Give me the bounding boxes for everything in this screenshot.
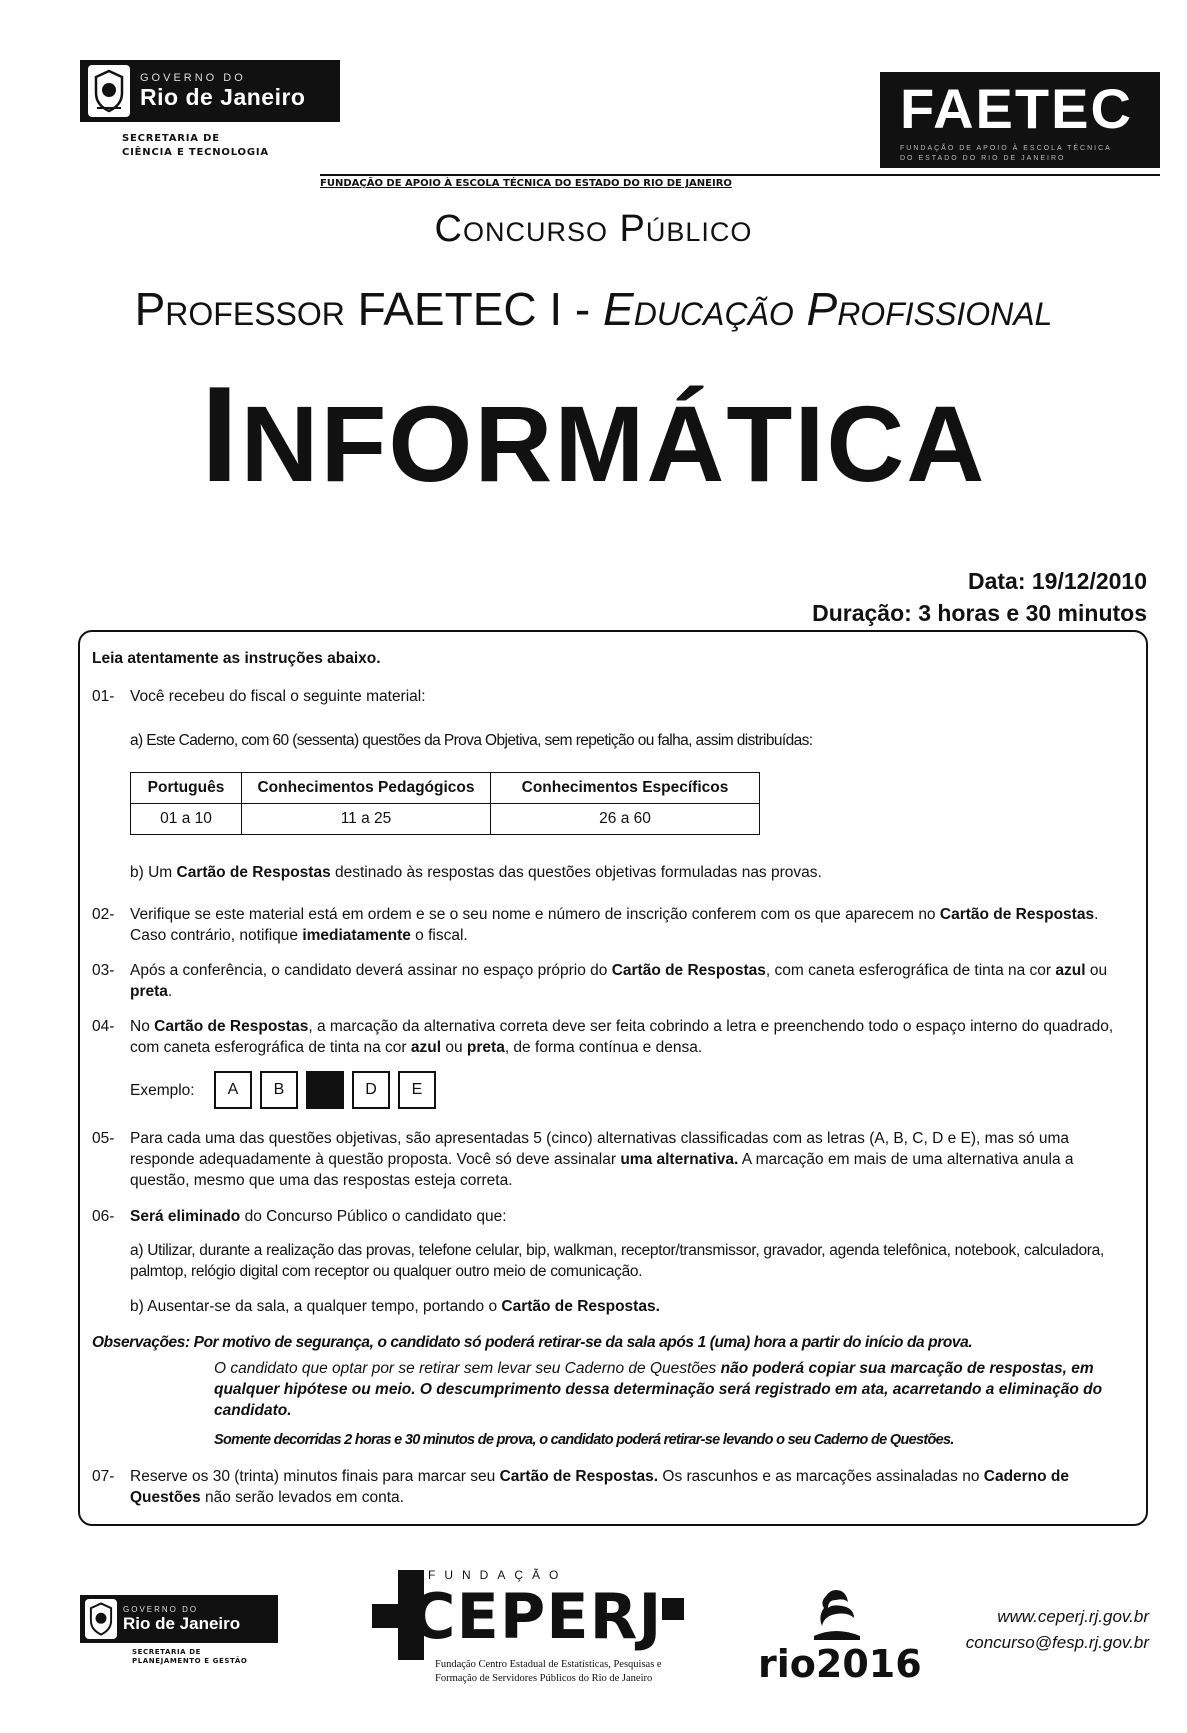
text-part: Cartão de Respostas (939, 906, 1095, 923)
text-part: azul (1055, 962, 1086, 979)
ceperj-square (662, 1598, 684, 1620)
rio2016-emblem-icon (806, 1586, 866, 1642)
subject-title-rest: NFORMÁTICA (240, 383, 987, 504)
professor-title-b: Educação Profissional (603, 283, 1053, 335)
text-part: Reserve os 30 (trinta) minutos finais para marcar seu (130, 1468, 500, 1485)
ceperj-sub-line1: Fundação Centro Estadual de Estatísticas, Pesquisas e (435, 1659, 662, 1670)
professor-title (0, 282, 1187, 336)
faetec-logo (880, 72, 1160, 168)
instruction-text (130, 904, 1137, 946)
email-link[interactable]: concurso@fesp.rj.gov.br (965, 1633, 1149, 1652)
gov-small-text: GOVERNO DO (140, 71, 246, 84)
text-part: b) Um (130, 864, 177, 881)
secretaria-line2: CIÊNCIA E TECNOLOGIA (122, 147, 269, 158)
fundacao-line: FUNDAÇÃO DE APOIO À ESCOLA TÉCNICA DO ESTADO DO RIO DE JANEIRO (320, 178, 732, 189)
instruction-number: 02- (92, 906, 115, 923)
text-part: ou (1085, 962, 1108, 979)
instruction-number: 07- (92, 1468, 115, 1485)
table-header-cell: Português (131, 773, 242, 804)
example-option-filled (306, 1071, 344, 1109)
text-part: , de forma contínua e densa. (504, 1039, 703, 1056)
text-part: imediatamente (302, 927, 411, 944)
ceperj-subtitle (435, 1658, 662, 1686)
instruction-number: 01- (92, 688, 115, 705)
text-part: A marcação em mais de uma alternativa anula a questão, mesmo que uma das respostas esteja correta. (130, 1151, 1074, 1189)
example-option-d: D (352, 1071, 390, 1109)
instruction-number: 03- (92, 962, 115, 979)
text-part: Cartão de Respostas (154, 1018, 309, 1035)
example-option-b: B (260, 1071, 298, 1109)
instruction-text (130, 1016, 1137, 1058)
instruction-06 (92, 1206, 1137, 1227)
text-part: Cartão de Respostas. (501, 1298, 660, 1315)
observacoes-line1: Observações: Por motivo de segurança, o candidato só poderá retirar-se da sala após 1 (uma) hora a partir do início da prova. (92, 1334, 973, 1351)
text-part: Após a conferência, o candidato deverá assinar no espaço próprio do (130, 962, 612, 979)
table-cell: 11 a 25 (242, 804, 491, 835)
footer-secretaria-line1: SECRETARIA DE (132, 1648, 202, 1656)
instruction-01b (130, 862, 1130, 883)
rio2016-text: rio2016 (758, 1642, 922, 1686)
instruction-text: Você recebeu do fiscal o seguinte material: (130, 688, 426, 705)
text-part: uma alternativa. (620, 1151, 739, 1168)
instruction-01a: a) Este Caderno, com 60 (sessenta) questões da Prova Objetiva, sem repetição ou falha, assim distribuídas: (130, 732, 813, 749)
secretaria-line1: SECRETARIA DE (122, 133, 220, 144)
ceperj-sub-line2: Formação de Servidores Públicos do Rio de Janeiro (435, 1673, 653, 1684)
instruction-text (130, 960, 1137, 1002)
text-part: o fiscal. (410, 927, 468, 944)
concurso-title: Concurso Público (434, 208, 753, 250)
ceperj-cross-horizontal (372, 1604, 408, 1628)
exam-date: Data: 19/12/2010 (967, 568, 1147, 594)
text-part: preta (130, 983, 168, 1000)
text-part: ou (441, 1039, 467, 1056)
faetec-sub-line2: DO ESTADO DO RIO DE JANEIRO (900, 155, 1066, 162)
table-header-cell: Conhecimentos Pedagógicos (242, 773, 491, 804)
instruction-02 (92, 904, 1137, 946)
text-part: do Concurso Público o candidato que: (240, 1208, 507, 1225)
instruction-04 (92, 1016, 1137, 1058)
footer-gov-small-text: GOVERNO DO (123, 1604, 199, 1614)
table-header-cell: Conhecimentos Específicos (491, 773, 760, 804)
text-part: No (130, 1018, 155, 1035)
instruction-number: 06- (92, 1208, 115, 1225)
instruction-06a: a) Utilizar, durante a realização das provas, telefone celular, bip, walkman, receptor/transmissor, gravador, agenda telefônica, notebook, calculadora, palmtop, relógio digital com receptor ou qualquer outro meio de comunicação. (130, 1242, 1104, 1280)
website-link[interactable]: www.ceperj.rj.gov.br (997, 1607, 1149, 1626)
table-cell: 26 a 60 (491, 804, 760, 835)
instruction-03 (92, 960, 1137, 1002)
coat-of-arms-icon (85, 1599, 117, 1639)
text-part: , com caneta esferográfica de tinta na cor (765, 962, 1056, 979)
exemplo-label: Exemplo: (130, 1082, 195, 1099)
coat-of-arms-icon (88, 65, 130, 117)
table-cell: 01 a 10 (131, 804, 242, 835)
subject-title (0, 356, 1187, 512)
question-distribution-table (130, 772, 760, 835)
text-part: Cartão de Respostas. (499, 1468, 659, 1485)
table-header-row (131, 773, 760, 804)
observacoes-line3: Somente decorridas 2 horas e 30 minutos de prova, o candidato poderá retirar-se levando o seu Caderno de Questões. (214, 1432, 954, 1448)
text-part: Para cada uma das questões objetivas, são apresentadas 5 (cinco) alternativas classificadas com as letras (A, B, C, D e E), mas só uma responde adequadamente à questão proposta. Você só deve assinalar (130, 1130, 1070, 1168)
text-part: . (167, 983, 173, 1000)
text-part: não poderá copiar sua marcação de respostas, em qualquer hipótese ou meio. O descumprimento dessa determinação será registrado em ata, acarretando a eliminação do candidato. (214, 1360, 1103, 1419)
text-part: destinado às respostas das questões objetivas formuladas nas provas. (330, 864, 822, 881)
instruction-07 (92, 1466, 1137, 1508)
instruction-text (130, 1128, 1137, 1191)
text-part: Verifique se este material está em ordem e se o seu nome e número de inscrição conferem com os que aparecem no (130, 906, 940, 923)
instruction-text (130, 1466, 1137, 1508)
instruction-number: 05- (92, 1130, 115, 1147)
table-row (131, 804, 760, 835)
text-part: , a marcação da alternativa correta deve ser feita cobrindo a letra e preenchendo todo o espaço interno do quadrado, com caneta esferográfica de tinta na cor (130, 1018, 1114, 1056)
text-part: O candidato que optar por se retirar sem levar seu Caderno de Questões (214, 1360, 721, 1377)
instruction-06b (130, 1296, 1130, 1317)
text-part: Será eliminado (130, 1208, 241, 1225)
text-part: preta (466, 1039, 505, 1056)
observacoes-line2 (214, 1358, 1136, 1421)
text-part: Caderno de Questões (130, 1468, 1070, 1506)
header-divider (320, 174, 1160, 176)
ceperj-name: CEPERJ (410, 1580, 663, 1653)
faetec-title: FAETEC (900, 77, 1133, 140)
exam-duration: Duração: 3 horas e 30 minutos (812, 600, 1147, 626)
example-option-a: A (214, 1071, 252, 1109)
professor-title-a: Professor FAETEC I - (134, 283, 604, 335)
faetec-subtitle (900, 144, 1112, 164)
instruction-01 (92, 686, 1132, 707)
text-part: azul (410, 1039, 442, 1056)
gov-rj-logo (80, 60, 340, 122)
instruction-number: 04- (92, 1018, 115, 1035)
footer-secretaria-text (132, 1648, 247, 1666)
text-part: b) Ausentar-se da sala, a qualquer tempo, portando o (130, 1298, 502, 1315)
instructions-heading: Leia atentamente as instruções abaixo. (92, 650, 381, 667)
gov-state-name: Rio de Janeiro (140, 83, 306, 110)
text-part: Cartão de Respostas (176, 864, 331, 881)
subject-title-initial: I (200, 358, 241, 510)
ceperj-fundacao-text: FUNDAÇÃO (428, 1568, 568, 1582)
example-option-e: E (398, 1071, 436, 1109)
instruction-05 (92, 1128, 1137, 1191)
text-part: . Caso contrário, notifique (130, 906, 1099, 944)
contact-info (966, 1604, 1149, 1656)
text-part: Cartão de Respostas (611, 962, 766, 979)
text-part: não serão levados em conta. (200, 1489, 404, 1506)
footer-gov-state-name: Rio de Janeiro (123, 1613, 241, 1633)
text-part: Os rascunhos e as marcações assinaladas no (658, 1468, 984, 1485)
secretaria-text (122, 132, 269, 160)
faetec-sub-line1: FUNDAÇÃO DE APOIO À ESCOLA TÉCNICA (900, 145, 1112, 152)
footer-gov-rj-logo (80, 1595, 278, 1643)
footer-secretaria-line2: PLANEJAMENTO E GESTÃO (132, 1657, 248, 1665)
